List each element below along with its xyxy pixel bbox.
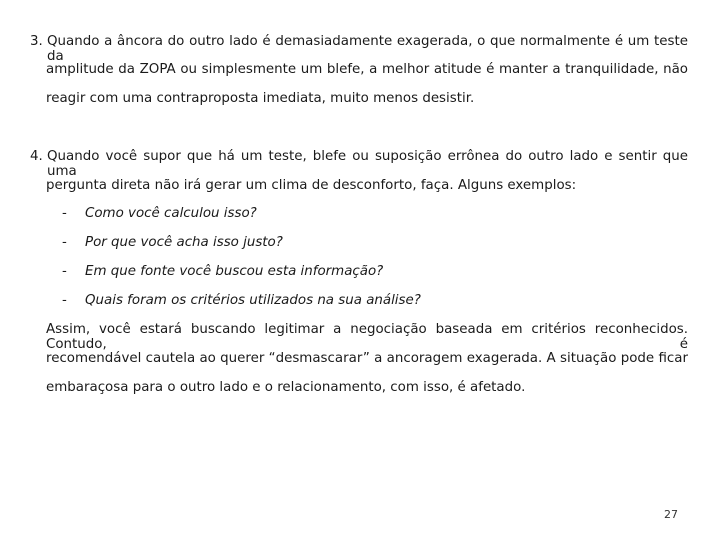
bullet-item-3: Em que fonte você buscou esta informação? (85, 264, 384, 279)
section-4-line-1: Quando você supor que há um teste, blefe ou suposição errônea do outro lado e sentir que uma (47, 149, 688, 179)
section-3-number: 3. (30, 34, 43, 49)
bullet-marker: - (62, 206, 67, 221)
bullet-marker: - (62, 293, 67, 308)
closing-line-2: recomendável cautela ao querer “desmascarar” a ancoragem exagerada. A situação pode ficar (46, 351, 688, 366)
closing-line-1: Assim, você estará buscando legitimar a negociação baseada em critérios reconhecidos. Contudo, é (46, 322, 688, 352)
section-4-number: 4. (30, 149, 43, 164)
bullet-marker: - (62, 264, 67, 279)
bullet-item-2: Por que você acha isso justo? (85, 235, 283, 250)
section-4-line-2: pergunta direta não irá gerar um clima de desconforto, faça. Alguns exemplos: (46, 178, 577, 193)
page-number: 27 (664, 508, 678, 521)
bullet-marker: - (62, 235, 67, 250)
closing-line-3: embaraçosa para o outro lado e o relacionamento, com isso, é afetado. (46, 380, 526, 395)
bullet-item-1: Como você calculou isso? (85, 206, 257, 221)
section-3-line-1: Quando a âncora do outro lado é demasiadamente exagerada, o que normalmente é um teste da (47, 34, 688, 64)
bullet-item-4: Quais foram os critérios utilizados na sua análise? (85, 293, 421, 308)
section-3-line-2: amplitude da ZOPA ou simplesmente um blefe, a melhor atitude é manter a tranquilidade, não (46, 62, 688, 77)
section-3-line-3: reagir com uma contraproposta imediata, muito menos desistir. (46, 91, 475, 106)
